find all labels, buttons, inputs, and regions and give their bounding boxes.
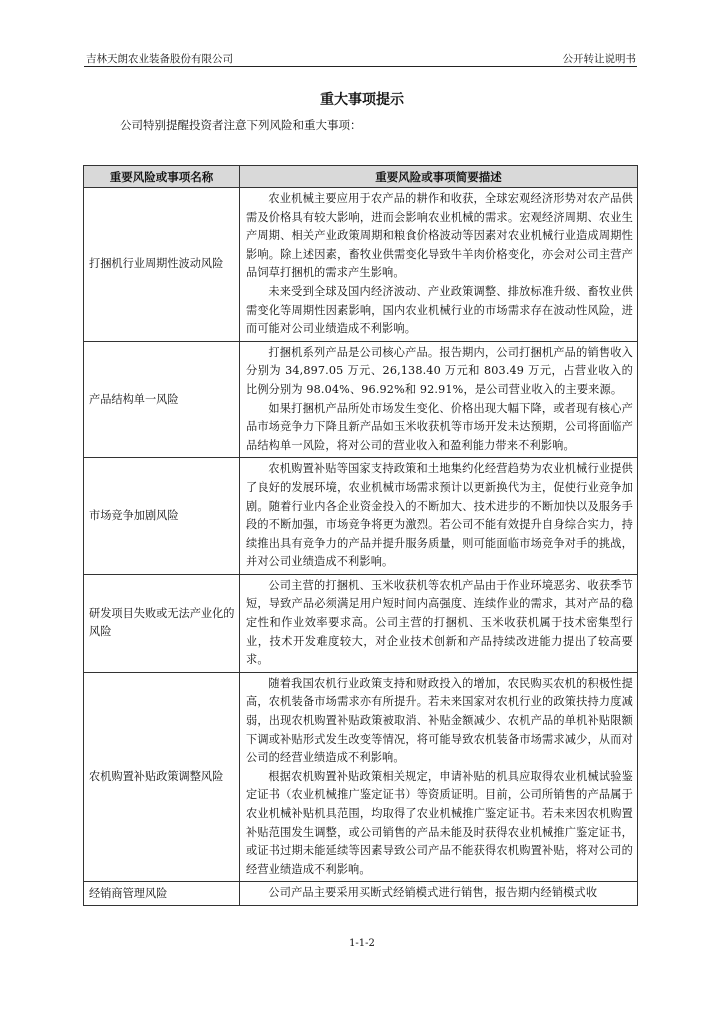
description-paragraph: 公司产品主要采用买断式经销模式进行销售，报告期内经销模式收 xyxy=(268,886,598,900)
risk-name: 打捆机行业周期性波动风险 xyxy=(84,188,240,342)
description-paragraph: 公司主营的打捆机、玉米收获机等农机产品由于作业环境恶劣、收获季节短，导致产品必须满足用户短时间内高强度、连续作业的需求，其对产品的稳定性和作业效率要求高。公司主营的打捆机、玉米收获机属于技术密集型行业，技术开发难度较大，对企业技术创新和产品持续改进能力提出了较高要求。 xyxy=(246,578,633,667)
risk-name: 研发项目失败或无法产业化的风险 xyxy=(84,574,240,672)
risk-description xyxy=(240,188,638,342)
table-row xyxy=(84,188,638,342)
description-paragraph: 农机购置补贴等国家支持政策和土地集约化经营趋势为农业机械行业提供了良好的发展环境，农业机械市场需求预计以更新换代为主，促使行业竞争加剧。随着行业内各企业资金投入的不断加大、技术进步的不断加快以及服务手段的不断加强，市场竞争将更为激烈。若公司不能有效提升自身综合实力，持续推出具有竞争力的产品并提升服务质量，则可能面临市场竞争对手的挑战，并对公司业绩造成不利影响。 xyxy=(246,462,633,569)
risk-name: 农机购置补贴政策调整风险 xyxy=(84,672,240,882)
risk-description xyxy=(240,574,638,672)
header-divider xyxy=(84,66,637,67)
risk-name: 经销商管理风险 xyxy=(84,882,240,906)
description-paragraph: 未来受到全球及国内经济波动、产业政策调整、排放标准升级、畜牧业供需变化等周期性因素影响，国内农业机械行业的市场需求存在波动性风险，进而可能对公司业绩造成不利影响。 xyxy=(246,284,633,336)
column-header-description: 重要风险或事项简要描述 xyxy=(240,166,638,188)
description-paragraph: 如果打捆机产品所处市场发生变化、价格出现大幅下降，或者现有核心产品市场竞争力下降且新产品如玉米收获机等市场开发未达预期，公司将面临产品结构单一风险，将对公司的营业收入和盈利能力带来不利影响。 xyxy=(246,401,633,452)
risk-description xyxy=(240,672,638,882)
risk-description xyxy=(240,341,638,458)
table-row xyxy=(84,458,638,575)
risk-name: 产品结构单一风险 xyxy=(84,341,240,458)
table-row xyxy=(84,574,638,672)
header-document-type: 公开转让说明书 xyxy=(562,53,636,65)
table-row xyxy=(84,882,638,906)
column-header-name: 重要风险或事项名称 xyxy=(84,166,240,188)
risk-table xyxy=(83,165,638,906)
intro-text: 公司特别提醒投资者注意下列风险和重大事项： xyxy=(120,118,362,132)
description-paragraph: 随着我国农机行业政策支持和财政投入的增加，农民购买农机的积极性提高，农机装备市场需求亦有所提升。若未来国家对农机行业的政策扶持力度减弱，出现农机购置补贴政策被取消、补贴金额减少、农机产品的单机补贴限额下调或补贴形式发生改变等情况，将可能导致农机装备市场需求减少，从而对公司的经营业绩造成不利影响。 xyxy=(246,676,633,765)
description-paragraph: 打捆机系列产品是公司核心产品。报告期内，公司打捆机产品的销售收入分别为 34,897.05 万元、26,138.40 万元和 803.49 万元，占营业收入的比例分别为 98.04%、96.92%和 92.91%，是公司营业收入的主要来源。 xyxy=(246,345,633,396)
page-title: 重大事项提示 xyxy=(320,92,404,108)
risk-description xyxy=(240,458,638,575)
risk-description xyxy=(240,882,638,906)
page-number: 1-1-2 xyxy=(349,938,375,949)
risk-name: 市场竞争加剧风险 xyxy=(84,458,240,575)
header-company-name: 吉林天朗农业装备股份有限公司 xyxy=(86,53,233,65)
table-header-row xyxy=(84,166,638,188)
page-header xyxy=(84,51,636,67)
description-paragraph: 农业机械主要应用于农产品的耕作和收获，全球宏观经济形势对农产品供需及价格具有较大影响，进而会影响农业机械的需求。宏观经济周期、农业生产周期、相关产业政策周期和粮食价格波动等因素对农业机械行业造成周期性影响。除上述因素，畜牧业供需变化导致牛羊肉价格变化，亦会对公司主营产品饲草打捆机的需求产生影响。 xyxy=(246,192,633,280)
table-row xyxy=(84,672,638,882)
table-row xyxy=(84,341,638,458)
description-paragraph: 根据农机购置补贴政策相关规定，申请补贴的机具应取得农业机械试验鉴定证书（农业机械推广鉴定证书）等资质证明。目前，公司所销售的产品属于农业机械补贴机具范围，均取得了农业机械推广鉴定证书。若未来因农机购置补贴范围发生调整，或公司销售的产品未能及时获得农业机械推广鉴定证书，或证书过期未能延续等因素导致公司产品不能获得农机购置补贴，将对公司的经营业绩造成不利影响。 xyxy=(246,769,633,876)
